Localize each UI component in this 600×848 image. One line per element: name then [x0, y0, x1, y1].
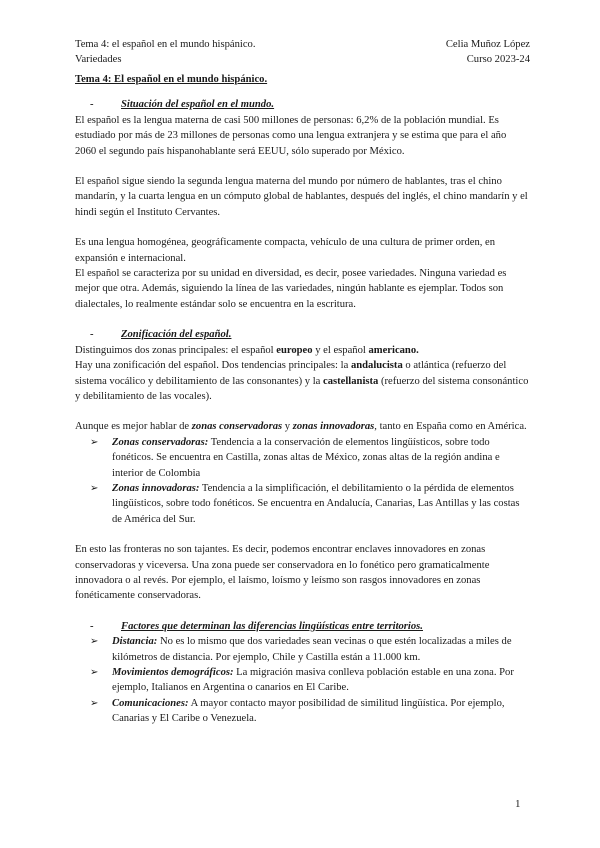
list-text: No es lo mismo que dos variedades sean vecinas o que estén localizadas a miles de kilómetros de distancia. Por ejemplo, Chile y Castilla están a 11.000 km. [112, 636, 512, 663]
text-run: y [282, 421, 293, 433]
list-item [75, 665, 530, 696]
list-dash: - [90, 620, 94, 632]
arrow-bullet-icon: ➢ [90, 436, 99, 448]
section-heading-label: Zonificación del español. [121, 329, 232, 341]
list-dash: - [90, 329, 94, 341]
paragraph: En esto las fronteras no son tajantes. Es decir, podemos encontrar enclaves innovadores en zonas conservadoras y viceversa. Una zona puede ser conservadora en lo fonético pero gramaticalmente innovadora o al revés. Por ejemplo, el laísmo, loísmo y leísmo son rasgos innovadores en zonas fonéticamente conservadoras. [75, 544, 490, 602]
text-run: Aunque es mejor hablar de [75, 421, 192, 433]
list-text: La migración masiva conlleva población estable en una zona. Por ejemplo, Italianos en Argentina o canarios en El Caribe. [112, 667, 514, 694]
list-term: Zonas conservadoras: [112, 436, 209, 448]
document-title: Tema 4: El español en el mundo hispánico. [75, 74, 268, 85]
section-heading-label: Factores que determinan las diferencias lingüísticas entre territorios. [121, 620, 423, 632]
paragraph: El español es la lengua materna de casi 500 millones de personas: 6,2% de la población mundial. Es estudiado por más de 23 millones de personas como una lengua extranjera y se estima que para el año 2060 el segundo país hispanohablante será EEUU, sólo superado por México. [75, 114, 507, 157]
header-topic: Tema 4: el español en el mundo hispánico. [75, 39, 256, 50]
header-right [360, 37, 530, 68]
list-item [75, 481, 530, 527]
arrow-bullet-icon: ➢ [90, 636, 99, 648]
text-run: (refuerzo del sistema consonántico y debilitamiento de las vocales). [75, 375, 529, 402]
arrow-bullet-icon: ➢ [90, 667, 99, 678]
list-text: Tendencia a la simplificación, el debilitamiento o la pérdida de elementos lingüísticos, sobre todo fonéticos. Se encuentra en Andalucía, Canarias, Las Antillas y las costas de América del Sur. [112, 482, 520, 525]
text-run: Distinguimos dos zonas principales: el español [75, 344, 277, 356]
paragraph [75, 343, 530, 358]
bold-term: zonas innovadoras [292, 421, 375, 433]
arrow-bullet-icon: ➢ [90, 482, 99, 494]
bold-term: zonas conservadoras [191, 421, 283, 433]
text-run: o atlántica (refuerzo del sistema vocálico y debilitamiento de las consonantes) y la [75, 360, 507, 387]
text-run: Hay una zonificación del español. Dos tendencias principales: la [75, 360, 351, 372]
list-text: Tendencia a la conservación de elementos lingüísticos, sobre todo fonéticos. Se encuentra en Castilla, zonas altas de México, zonas altas de la región andina e interior de Colombia [112, 436, 500, 479]
header-subtopic: Variedades [75, 54, 122, 66]
zone-list [75, 435, 530, 527]
bold-term: americano. [368, 344, 419, 356]
list-item [75, 696, 530, 727]
header-left [75, 37, 255, 68]
list-term: Distancia: [112, 636, 158, 648]
section-heading-factores [75, 619, 530, 634]
list-dash: - [90, 99, 94, 111]
paragraph: Es una lengua homogénea, geográficamente compacta, vehículo de una cultura de primer orden, en expansión e internacional. [75, 237, 496, 264]
paragraph [75, 419, 530, 434]
text-run: y el español [312, 344, 369, 356]
section-heading-zonificacion [75, 327, 530, 342]
header-course: Curso 2023-24 [466, 54, 530, 66]
section-heading-situacion [75, 97, 530, 112]
list-term: Movimientos demográficos: [112, 667, 234, 678]
list-term: Zonas innovadoras: [112, 482, 200, 494]
bold-term: europeo [276, 344, 313, 356]
bold-term: andalucista [350, 360, 403, 372]
bold-term: castellanista [323, 375, 379, 387]
section-heading-label: Situación del español en el mundo. [121, 99, 275, 111]
factor-list [75, 634, 530, 726]
list-item [75, 634, 530, 665]
page-number: 1 [515, 798, 521, 810]
list-text: A mayor contacto mayor posibilidad de similitud lingüística. Por ejemplo, Canarias y El Caribe o Venezuela. [112, 697, 505, 725]
list-term: Comunicaciones: [112, 697, 189, 709]
paragraph [75, 358, 530, 404]
paragraph: El español sigue siendo la segunda lengua materna del mundo por número de hablantes, tras el chino mandarín, y la cuarta lengua en un cómputo global de hablantes, después del inglés, el chino mandarín y el hindi según el Instituto Cervantes. [75, 176, 528, 218]
arrow-bullet-icon: ➢ [90, 697, 99, 709]
list-item [75, 435, 530, 481]
document-body [75, 72, 530, 727]
paragraph: El español se caracteriza por su unidad en diversidad, es decir, posee variedades. Ninguna variedad es mejor que otra. Además, siguiendo la línea de las variedades, ningún hablante es ejemplar. Todos son dialectales, lo realmente estándar solo se encuentra en la escritura. [75, 268, 507, 310]
header-author: Celia Muñoz López [445, 39, 530, 50]
text-run: , tanto en España como en América. [374, 421, 527, 433]
